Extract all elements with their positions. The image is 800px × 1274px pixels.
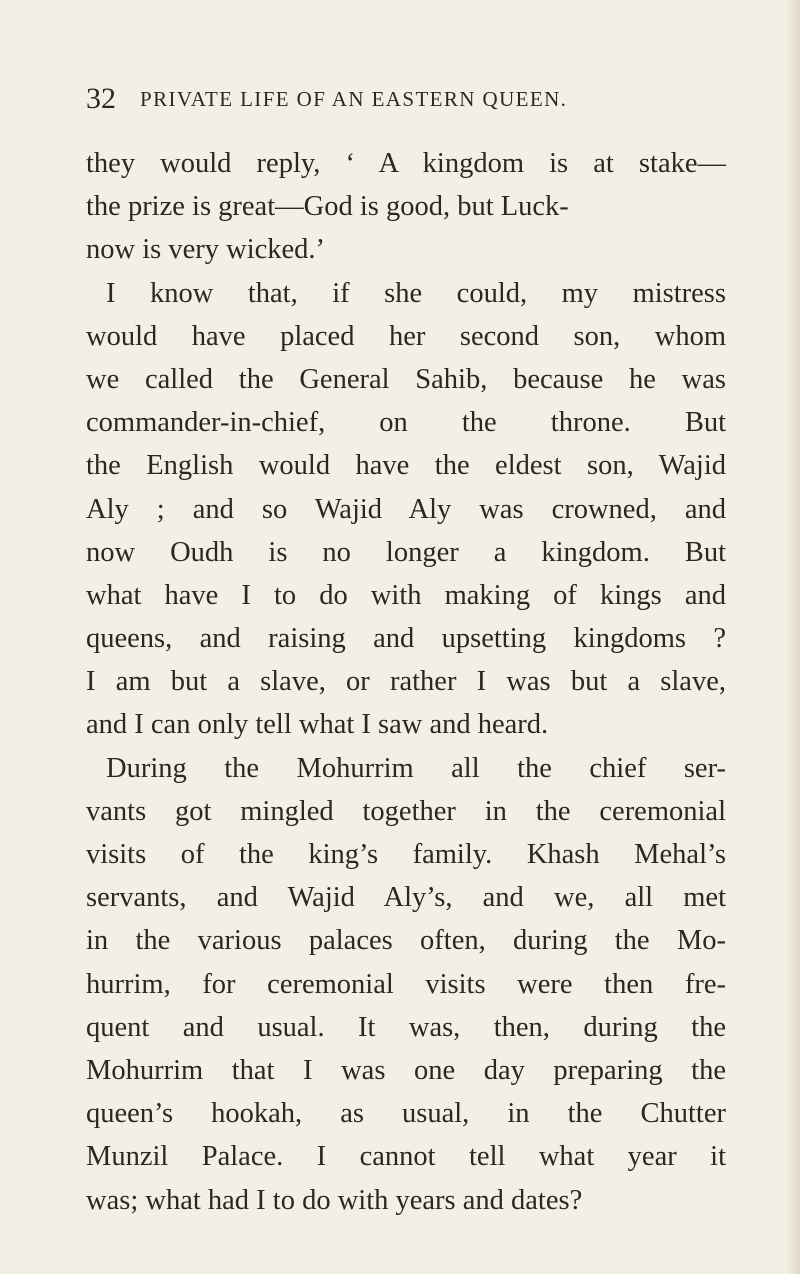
text-line: Munzil Palace. I cannot tell what year it (86, 1141, 726, 1173)
text-line: I know that, if she could, my mistress (106, 277, 726, 309)
text-line: we called the General Sahib, because he was (86, 363, 726, 395)
text-line: Mohurrim that I was one day preparing the (86, 1054, 726, 1086)
text-line: Aly ; and so Wajid Aly was crowned, and (86, 493, 726, 525)
text-line: what have I to do with making of kings and (86, 579, 726, 611)
text-line: servants, and Wajid Aly’s, and we, all met (86, 882, 726, 914)
text-line: quent and usual. It was, then, during the (86, 1011, 726, 1043)
running-title: PRIVATE LIFE OF AN EASTERN QUEEN. (140, 87, 568, 111)
text-line: commander-in-chief, on the throne. But (86, 407, 726, 439)
text-line: the English would have the eldest son, Wajid (86, 450, 726, 482)
text-line: visits of the king’s family. Khash Mehal’s (86, 839, 726, 870)
text-line: now Oudh is no longer a kingdom. But (86, 536, 726, 568)
text-line: the prize is great—God is good, but Luck- (86, 191, 569, 223)
text-line: in the various palaces often, during the Mo- (86, 925, 726, 957)
text-line: would have placed her second son, whom (86, 320, 726, 352)
text-line: During the Mohurrim all the chief ser- (106, 752, 726, 784)
text-line: queens, and raising and upsetting kingdoms ? (86, 623, 726, 655)
text-line: hurrim, for ceremonial visits were then fre- (86, 968, 726, 1000)
page-number: 32 (86, 82, 116, 115)
text-line: queen’s hookah, as usual, in the Chutter (86, 1098, 726, 1130)
body-text (86, 142, 726, 1222)
page-header (86, 82, 706, 116)
text-line: vants got mingled together in the ceremonial (86, 795, 726, 827)
text-line: they would reply, ‘ A kingdom is at stake— (86, 148, 726, 179)
text-line: now is very wicked.’ (86, 234, 326, 266)
text-line: I am but a slave, or rather I was but a slave, (86, 666, 726, 698)
text-line: and I can only tell what I saw and heard. (86, 709, 549, 741)
text-line: was; what had I to do with years and dates? (86, 1184, 583, 1216)
